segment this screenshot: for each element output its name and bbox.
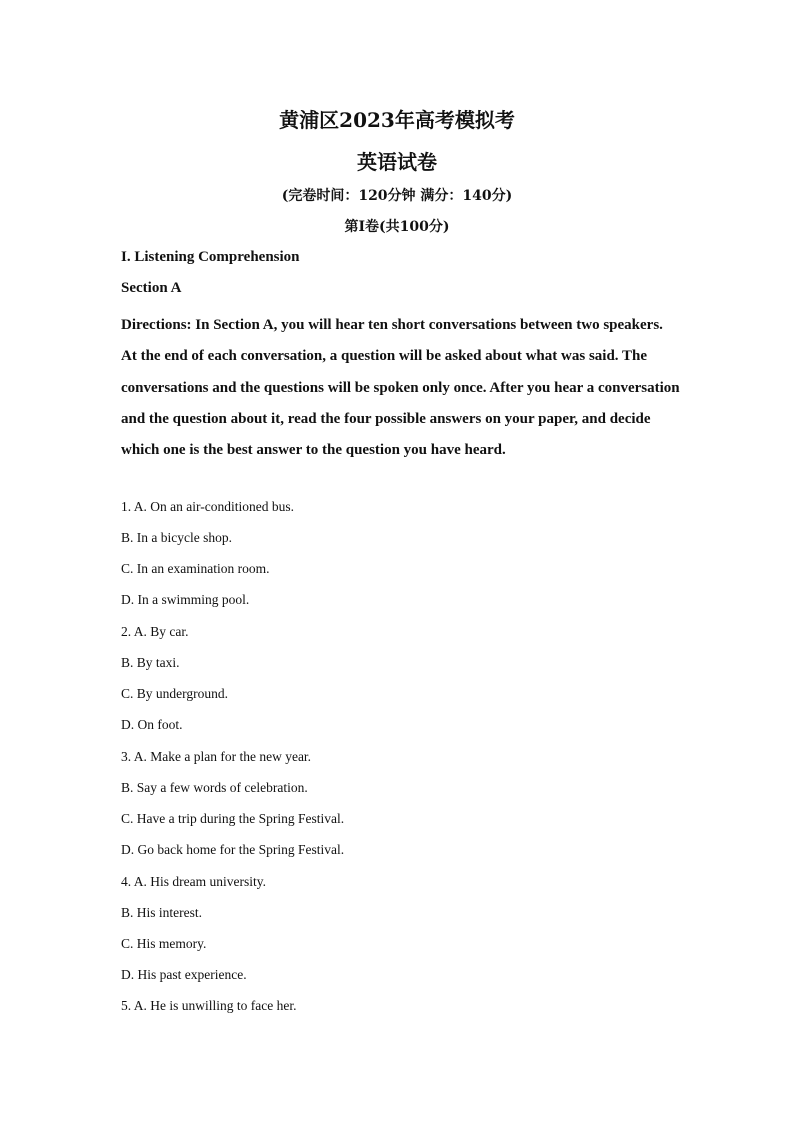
answer-option: C. By underground. [121,686,228,701]
exam-info: (完卷时间：120分钟 满分：140分) [281,188,513,204]
answer-option: D. On foot. [121,717,183,732]
answer-option: C. Have a trip during the Spring Festival. [121,811,345,826]
answer-option: D. In a swimming pool. [121,592,250,607]
answer-option: 1. A. On an air-conditioned bus. [121,499,294,514]
answer-option: 4. A. His dream university. [121,874,266,889]
answer-option: B. His interest. [121,905,202,920]
answer-option: C. His memory. [121,936,207,951]
answer-option: D. Go back home for the Spring Festival. [121,842,345,857]
answer-option: 3. A. Make a plan for the new year. [121,749,312,764]
answer-option: B. In a bicycle shop. [121,530,232,545]
answer-option: C. In an examination room. [121,561,270,576]
directions-text: Directions: In Section A, you will hear ten short conversations between two speakers. At the end of each conversation, a question will be asked about what was said. The conversations and the questions will be spoken only once. After you hear a conversation and the question about it, read the four possible answers on your paper, and decide which one is the best answer to the question you have heard. [121,317,680,459]
part-heading: 第I卷(共100分) [344,219,450,235]
exam-subtitle: 英语试卷 [357,150,437,174]
answer-option: 5. A. He is unwilling to face her. [121,998,297,1013]
exam-title: 黄浦区2023年高考模拟考 [279,108,515,132]
answer-option: B. Say a few words of celebration. [121,780,308,795]
answer-option: D. His past experience. [121,967,247,982]
answer-option: B. By taxi. [121,655,180,670]
section-subheading: Section A [121,280,182,296]
answer-option: 2. A. By car. [121,624,189,639]
section-heading: I. Listening Comprehension [121,249,300,265]
